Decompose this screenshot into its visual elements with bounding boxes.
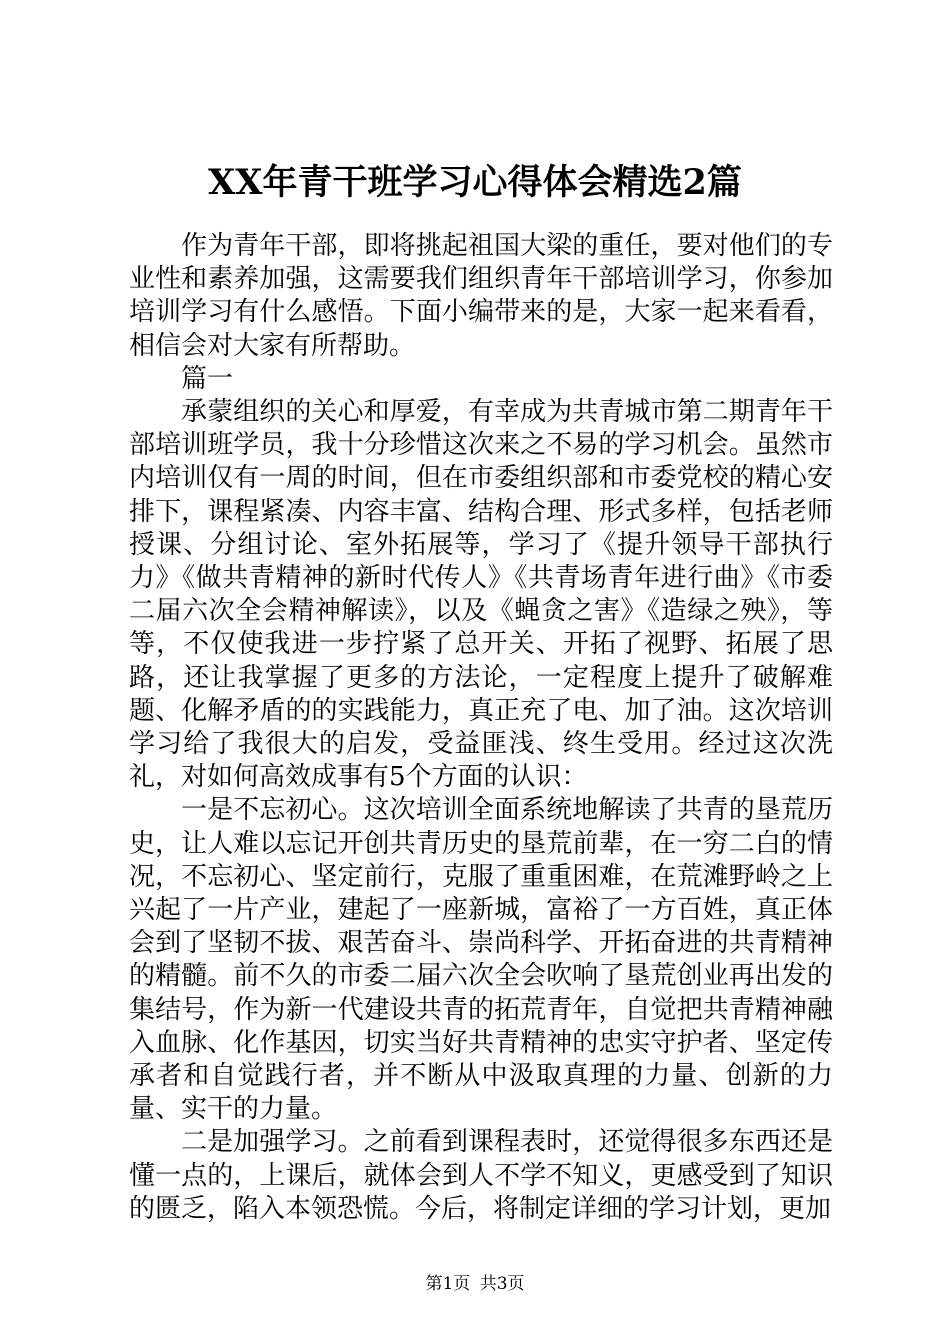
body-paragraph: 一是不忘初心。这次培训全面系统地解读了共青的垦荒历史，让人难以忘记开创共青历史的垦荒前辈，在一穷二白的情况，不忘初心、坚定前行，克服了重重困难，在荒滩野岭之上兴起了一片产业，建起了一座新城，富裕了一方百姓，真正体会到了坚韧不拔、艰苦奋斗、崇尚科学、开拓奋进的共青精神的精髓。前不久的市委二届六次全会吹响了垦荒创业再出发的集结号，作为新一代建设共青的拓荒青年，自觉把共青精神融入血脉、化作基因，切实当好共青精神的忠实守护者、坚定传承者和自觉践行者，并不断从中汲取真理的力量、创新的力量、实干的力量。 <box>129 795 833 1125</box>
body-paragraph: 二是加强学习。之前看到课程表时，还觉得很多东西还是懂一点的，上课后，就体会到人不学不知义，更感受到了知识的匮乏，陷入本领恐慌。今后，将制定详细的学习计划，更加 <box>129 1127 833 1224</box>
intro-paragraph: 作为青年干部，即将挑起祖国大梁的重任，要对他们的专业性和素养加强，这需要我们组织青年干部培训学习，你参加培训学习有什么感悟。下面小编带来的是，大家一起来看看，相信会对大家有所帮助。 <box>129 231 833 361</box>
document-body <box>129 230 833 1226</box>
body-paragraph: 承蒙组织的关心和厚爱，有幸成为共青城市第二期青年干部培训班学员，我十分珍惜这次来之不易的学习机会。虽然市内培训仅有一周的时间，但在市委组织部和市委党校的精心安排下，课程紧凑、内容丰富、结构合理、形式多样，包括老师授课、分组讨论、室外拓展等，学习了《提升领导干部执行力》《做共青精神的新时代传人》《共青场青年进行曲》《市委二届六次全会精神解读》，以及《蝇贪之害》《造绿之殃》，等等，不仅使我进一步拧紧了总开关、开拓了视野、拓展了思路，还让我掌握了更多的方法论，一定程度上提升了破解难题、化解矛盾的的实践能力，真正充了电、加了油。这次培训学习给了我很大的启发，受益匪浅、终生受用。经过这次洗礼，对如何高效成事有5个方面的认识： <box>129 397 833 793</box>
section-heading: 篇一 <box>181 363 234 394</box>
page-number: 第1页 <box>425 1274 471 1294</box>
document-title: XX年青干班学习心得体会精选2篇 <box>208 162 742 203</box>
page-footer <box>0 1272 950 1296</box>
page-total: 共3页 <box>479 1274 525 1294</box>
